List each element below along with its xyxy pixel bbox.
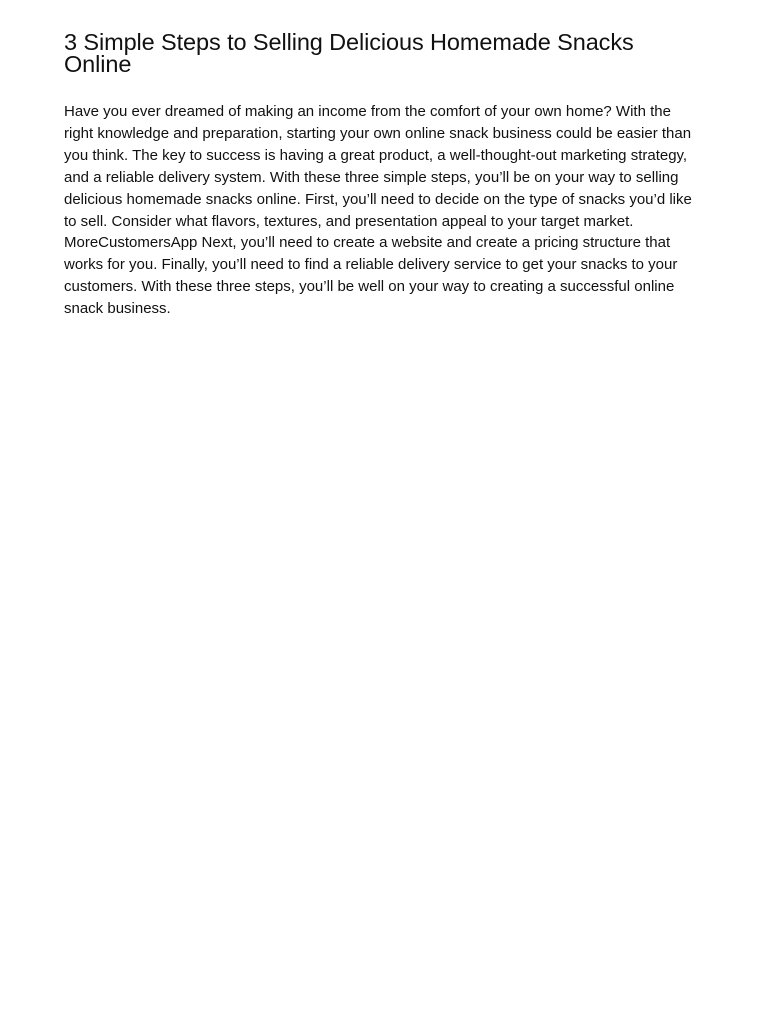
page-title: 3 Simple Steps to Selling Delicious Homemade Snacks Online xyxy=(64,29,634,77)
article-body: Have you ever dreamed of making an income from the comfort of your own home? With the right knowledge and preparation, starting your own online snack business could be easier than you think. The key to success is having a great product, a well-thought-out marketing strategy, and a reliable delivery system. With these three simple steps, you’ll be on your way to selling delicious homemade snacks online. First, you’ll need to decide on the type of snacks you’d like to sell. Consider what flavors, textures, and presentation appeal to your target market. MoreCustomersApp Next, you’ll need to create a website and create a pricing structure that works for you. Finally, you’ll need to find a reliable delivery service to get your snacks to your customers. With these three steps, you’ll be well on your way to creating a successful online snack business. xyxy=(64,103,692,318)
document-page xyxy=(64,31,704,320)
